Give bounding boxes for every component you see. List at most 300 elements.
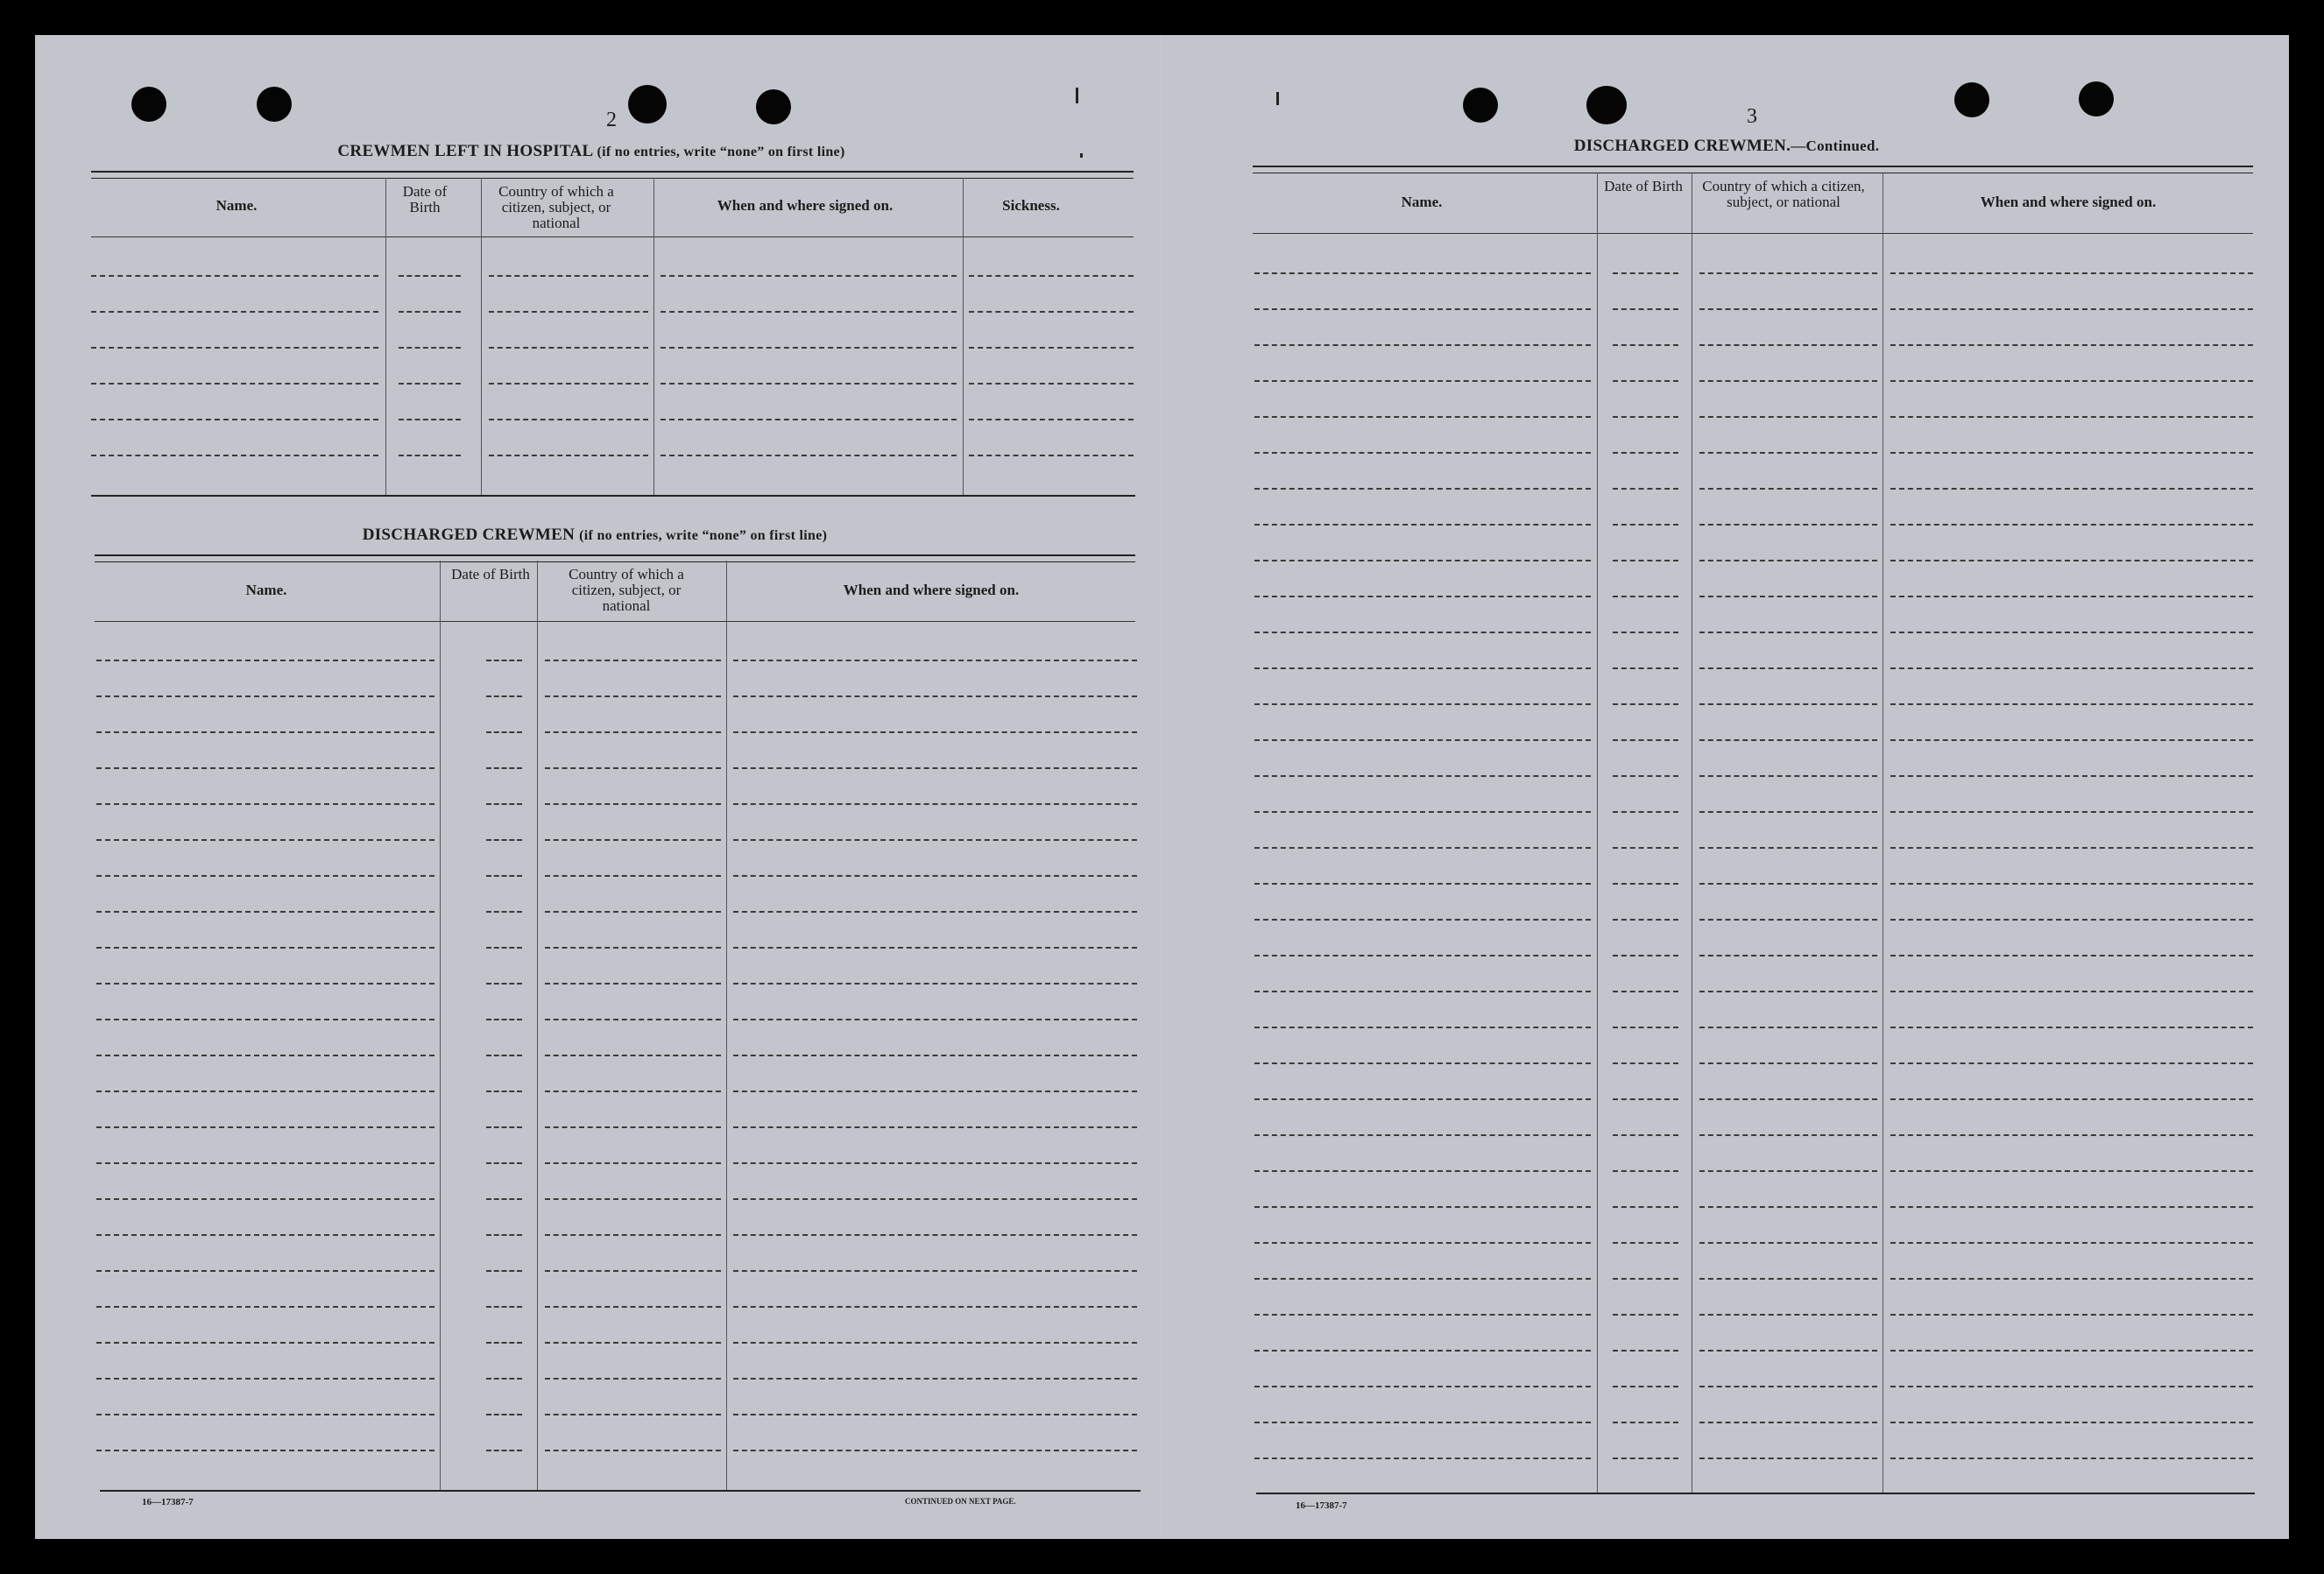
entry-line [545,911,721,913]
entry-line [399,455,461,456]
entry-line [733,983,1137,985]
entry-line [1890,632,2253,633]
entry-line [1254,380,1591,382]
entry-line [1890,308,2253,310]
form-number: 16—17387-7 [142,1497,194,1507]
entry-line [96,1378,434,1380]
entry-line [545,983,721,985]
entry-line [545,839,721,841]
entry-line [660,347,957,349]
entry-line [733,695,1137,697]
entry-line [1613,847,1678,849]
discharged-col-divider [440,561,441,1491]
entry-line [1613,883,1678,885]
entry-line [1890,488,2253,490]
entry-line [1254,272,1591,274]
discharged-title-text: DISCHARGED CREWMEN. [1573,137,1791,155]
entry-line [1254,1278,1591,1280]
entry-line [96,839,434,841]
entry-line [1699,380,1877,382]
hospital-col-divider [963,178,964,495]
entry-line [486,1162,522,1164]
discharged-header-rule [1253,233,2253,234]
entry-line [1890,703,2253,705]
entry-line [1254,1242,1591,1244]
entry-line [1254,596,1591,597]
entry-line [489,275,648,277]
entry-line [91,311,378,313]
entry-line [1254,1314,1591,1316]
right-page [1162,35,2289,1539]
punch-hole [756,89,791,124]
entry-line [969,275,1134,277]
entry-line [1613,632,1678,633]
entry-line [486,767,522,769]
entry-line [1613,452,1678,454]
entry-line [1699,919,1877,921]
entry-line [1254,955,1591,956]
entry-line [733,1091,1137,1092]
entry-line [1699,344,1877,346]
discharged-bottom-rule [1256,1493,2255,1494]
entry-line [1254,632,1591,633]
entry-line [733,947,1137,949]
entry-line [1254,703,1591,705]
punch-hole [257,87,292,122]
discharged-bottom-rule [100,1490,1141,1492]
entry-line [1254,308,1591,310]
entry-line [1890,991,2253,992]
entry-line [96,911,434,913]
entry-line [96,1126,434,1128]
entry-line [486,947,522,949]
discharged-col-divider [537,561,538,1491]
entry-line [1890,524,2253,526]
discharged-section-title [91,526,1098,545]
entry-line [1613,919,1678,921]
entry-line [1890,667,2253,669]
entry-line [1890,883,2253,885]
entry-line [486,1414,522,1415]
discharged-instruction: (if no entries, write “none” on first line) [579,528,828,543]
entry-line [486,1126,522,1128]
hospital-col-sickness: Sickness. [1002,197,1060,214]
entry-line [733,767,1137,769]
entry-line [545,1450,721,1451]
entry-line [733,1378,1137,1380]
entry-line [1254,991,1591,992]
entry-line [1254,1206,1591,1208]
entry-line [1254,344,1591,346]
entry-line [660,275,957,277]
entry-line [733,1234,1137,1236]
entry-line [660,455,957,456]
entry-line [486,983,522,985]
entry-line [1613,1170,1678,1172]
entry-line [399,347,461,349]
entry-line [1890,1278,2253,1280]
entry-line [733,1019,1137,1020]
punch-hole [1954,82,1989,117]
entry-line [1699,1314,1877,1316]
entry-line [486,1270,522,1272]
entry-line [1613,1278,1678,1280]
hospital-top-rule [91,171,1134,179]
continued-label: —Continued. [1791,138,1880,154]
entry-line [1890,811,2253,813]
entry-line [1254,919,1591,921]
entry-line [969,419,1134,420]
entry-line [1613,1386,1678,1387]
hospital-col-divider [385,178,386,495]
discharged-col-country: Country of which a citizen, subject, or national [1702,178,1865,210]
entry-line [1699,1027,1877,1028]
entry-line [486,1091,522,1092]
entry-line [1699,1098,1877,1100]
entry-line [1890,1098,2253,1100]
entry-line [733,839,1137,841]
entry-line [399,383,461,385]
entry-line [1699,847,1877,849]
entry-line [1254,667,1591,669]
entry-line [969,347,1134,349]
entry-line [1890,1386,2253,1387]
entry-line [1699,272,1877,274]
entry-line [489,311,648,313]
entry-line [545,767,721,769]
entry-line [545,695,721,697]
entry-line [1699,632,1877,633]
entry-line [1613,308,1678,310]
entry-line [1699,955,1877,956]
entry-line [1254,524,1591,526]
entry-line [486,1450,522,1451]
edge-mark [1076,88,1078,103]
entry-line [1699,596,1877,597]
entry-line [733,1450,1137,1451]
entry-line [1613,272,1678,274]
entry-line [96,1234,434,1236]
entry-line [1890,1170,2253,1172]
entry-line [1613,775,1678,777]
entry-line [1254,1170,1591,1172]
entry-line [733,875,1137,877]
entry-line [1699,1278,1877,1280]
entry-line [1890,847,2253,849]
entry-line [486,1342,522,1344]
entry-line [1890,596,2253,597]
entry-line [486,875,522,877]
entry-line [1699,452,1877,454]
entry-line [733,1306,1137,1308]
entry-line [486,1019,522,1020]
entry-line [1613,1314,1678,1316]
entry-line [545,1019,721,1020]
entry-line [96,1198,434,1200]
hospital-col-signed-on: When and where signed on. [717,197,894,214]
punch-hole [131,87,166,122]
entry-line [1699,1242,1877,1244]
entry-line [733,1270,1137,1272]
entry-line [1613,667,1678,669]
entry-line [1890,380,2253,382]
discharged-col-divider [1597,173,1598,1494]
entry-line [1890,1314,2253,1316]
entry-line [96,1450,434,1451]
entry-line [1699,667,1877,669]
entry-line [1254,1422,1591,1423]
discharged-col-name: Name. [1401,194,1443,210]
entry-line [1254,560,1591,561]
edge-mark [1080,153,1083,158]
entry-line [96,695,434,697]
entry-line [969,311,1134,313]
entry-line [1699,811,1877,813]
entry-line [1254,775,1591,777]
left-page [35,35,1162,1539]
entry-line [91,347,378,349]
entry-line [545,1414,721,1415]
hospital-col-date-of-birth: Date of Birth [402,183,448,215]
entry-line [486,1198,522,1200]
entry-line [96,1019,434,1020]
entry-line [1699,1134,1877,1136]
entry-line [1699,1350,1877,1352]
hospital-bottom-rule [91,495,1135,497]
entry-line [96,803,434,805]
entry-line [733,911,1137,913]
entry-line [545,1198,721,1200]
hospital-section-title [88,142,1095,161]
entry-line [1890,775,2253,777]
discharged-title-text: DISCHARGED CREWMEN [362,526,576,544]
continued-note: CONTINUED ON NEXT PAGE. [905,1497,1016,1506]
entry-line [1613,1134,1678,1136]
punch-hole [1586,86,1627,124]
entry-line [96,660,434,661]
entry-line [545,1055,721,1056]
entry-line [1254,883,1591,885]
entry-line [1613,955,1678,956]
entry-line [545,947,721,949]
entry-line [545,1306,721,1308]
entry-line [1613,703,1678,705]
entry-line [1254,1458,1591,1459]
entry-line [1890,919,2253,921]
entry-line [545,1091,721,1092]
entry-line [1699,1062,1877,1064]
discharged-col-name: Name. [245,582,287,598]
entry-line [91,455,378,456]
entry-line [96,947,434,949]
entry-line [399,275,461,277]
entry-line [1254,1062,1591,1064]
entry-line [1699,1170,1877,1172]
entry-line [1890,1134,2253,1136]
entry-line [1613,1458,1678,1459]
entry-line [1890,452,2253,454]
entry-line [1254,416,1591,418]
discharged-continued-title [1381,137,2073,156]
entry-line [545,1378,721,1380]
entry-line [733,660,1137,661]
entry-line [399,311,461,313]
entry-line [1890,1458,2253,1459]
entry-line [486,1378,522,1380]
entry-line [1699,739,1877,741]
entry-line [733,803,1137,805]
entry-line [96,1342,434,1344]
entry-line [91,275,378,277]
entry-line [545,1162,721,1164]
entry-line [96,1055,434,1056]
entry-line [1699,883,1877,885]
punch-hole [628,85,667,124]
hospital-col-divider [481,178,482,495]
page-number: 3 [1747,105,1757,128]
entry-line [1613,1027,1678,1028]
entry-line [96,983,434,985]
entry-line [489,383,648,385]
entry-line [1890,1206,2253,1208]
entry-line [96,1306,434,1308]
entry-line [1254,1386,1591,1387]
entry-line [545,1342,721,1344]
entry-line [91,383,378,385]
entry-line [1254,1350,1591,1352]
entry-line [1699,991,1877,992]
entry-line [733,731,1137,733]
entry-line [1254,1027,1591,1028]
entry-line [486,695,522,697]
entry-line [660,419,957,420]
entry-line [1890,1027,2253,1028]
entry-line [91,419,378,420]
entry-line [1890,739,2253,741]
entry-line [1890,344,2253,346]
discharged-col-signed-on: When and where signed on. [1980,194,2157,210]
entry-line [96,731,434,733]
entry-line [486,911,522,913]
entry-line [1613,488,1678,490]
edge-mark [1276,92,1279,105]
entry-line [1699,308,1877,310]
entry-line [1699,488,1877,490]
hospital-col-divider [653,178,654,495]
entry-line [1699,1206,1877,1208]
entry-line [1613,596,1678,597]
hospital-title-text: CREWMEN LEFT IN HOSPITAL [337,142,593,160]
entry-line [1890,1350,2253,1352]
entry-line [1613,1422,1678,1423]
entry-line [1890,1242,2253,1244]
entry-line [545,803,721,805]
entry-line [1613,991,1678,992]
discharged-col-divider [726,561,727,1491]
document-spread [35,35,2289,1539]
entry-line [969,455,1134,456]
entry-line [660,383,957,385]
hospital-header-rule [91,236,1134,237]
entry-line [1890,272,2253,274]
entry-line [1613,524,1678,526]
entry-line [486,1055,522,1056]
entry-line [733,1342,1137,1344]
hospital-instruction: (if no entries, write “none” on first line) [597,145,845,159]
page-number: 2 [606,109,617,131]
discharged-col-signed-on: When and where signed on. [843,582,1020,598]
entry-line [733,1414,1137,1415]
entry-line [1613,1062,1678,1064]
entry-line [1613,811,1678,813]
entry-line [1613,380,1678,382]
entry-line [1254,1134,1591,1136]
discharged-col-date-of-birth: Date of Birth [1604,178,1683,194]
entry-line [1254,1098,1591,1100]
entry-line [1613,1242,1678,1244]
entry-line [545,1270,721,1272]
entry-line [1254,488,1591,490]
entry-line [1699,1458,1877,1459]
entry-line [489,419,648,420]
discharged-col-country: Country of which a citizen, subject, or national [569,566,684,614]
entry-line [96,1091,434,1092]
entry-line [96,767,434,769]
entry-line [486,660,522,661]
discharged-header-rule [95,621,1135,622]
entry-line [1699,1422,1877,1423]
entry-line [733,1198,1137,1200]
entry-line [545,1234,721,1236]
entry-line [1890,1422,2253,1423]
entry-line [1254,811,1591,813]
entry-line [545,1126,721,1128]
entry-line [1613,1350,1678,1352]
form-number: 16—17387-7 [1296,1500,1347,1511]
entry-line [489,455,648,456]
entry-line [1890,955,2253,956]
entry-line [1254,739,1591,741]
entry-line [486,1306,522,1308]
entry-line [1699,416,1877,418]
entry-line [969,383,1134,385]
entry-line [96,1414,434,1415]
entry-line [1699,703,1877,705]
punch-hole [2079,81,2114,116]
entry-line [486,1234,522,1236]
entry-line [733,1162,1137,1164]
entry-line [399,419,461,420]
entry-line [733,1055,1137,1056]
entry-line [1613,416,1678,418]
entry-line [1613,344,1678,346]
punch-hole [1463,88,1498,123]
entry-line [1699,775,1877,777]
discharged-top-rule [95,554,1135,562]
discharged-top-rule [1253,166,2253,173]
discharged-col-date-of-birth: Date of Birth [451,566,530,582]
entry-line [1254,452,1591,454]
entry-line [545,875,721,877]
entry-line [545,660,721,661]
entry-line [1613,1206,1678,1208]
entry-line [733,1126,1137,1128]
entry-line [96,875,434,877]
entry-line [1699,560,1877,561]
entry-line [96,1270,434,1272]
entry-line [489,347,648,349]
entry-line [486,731,522,733]
